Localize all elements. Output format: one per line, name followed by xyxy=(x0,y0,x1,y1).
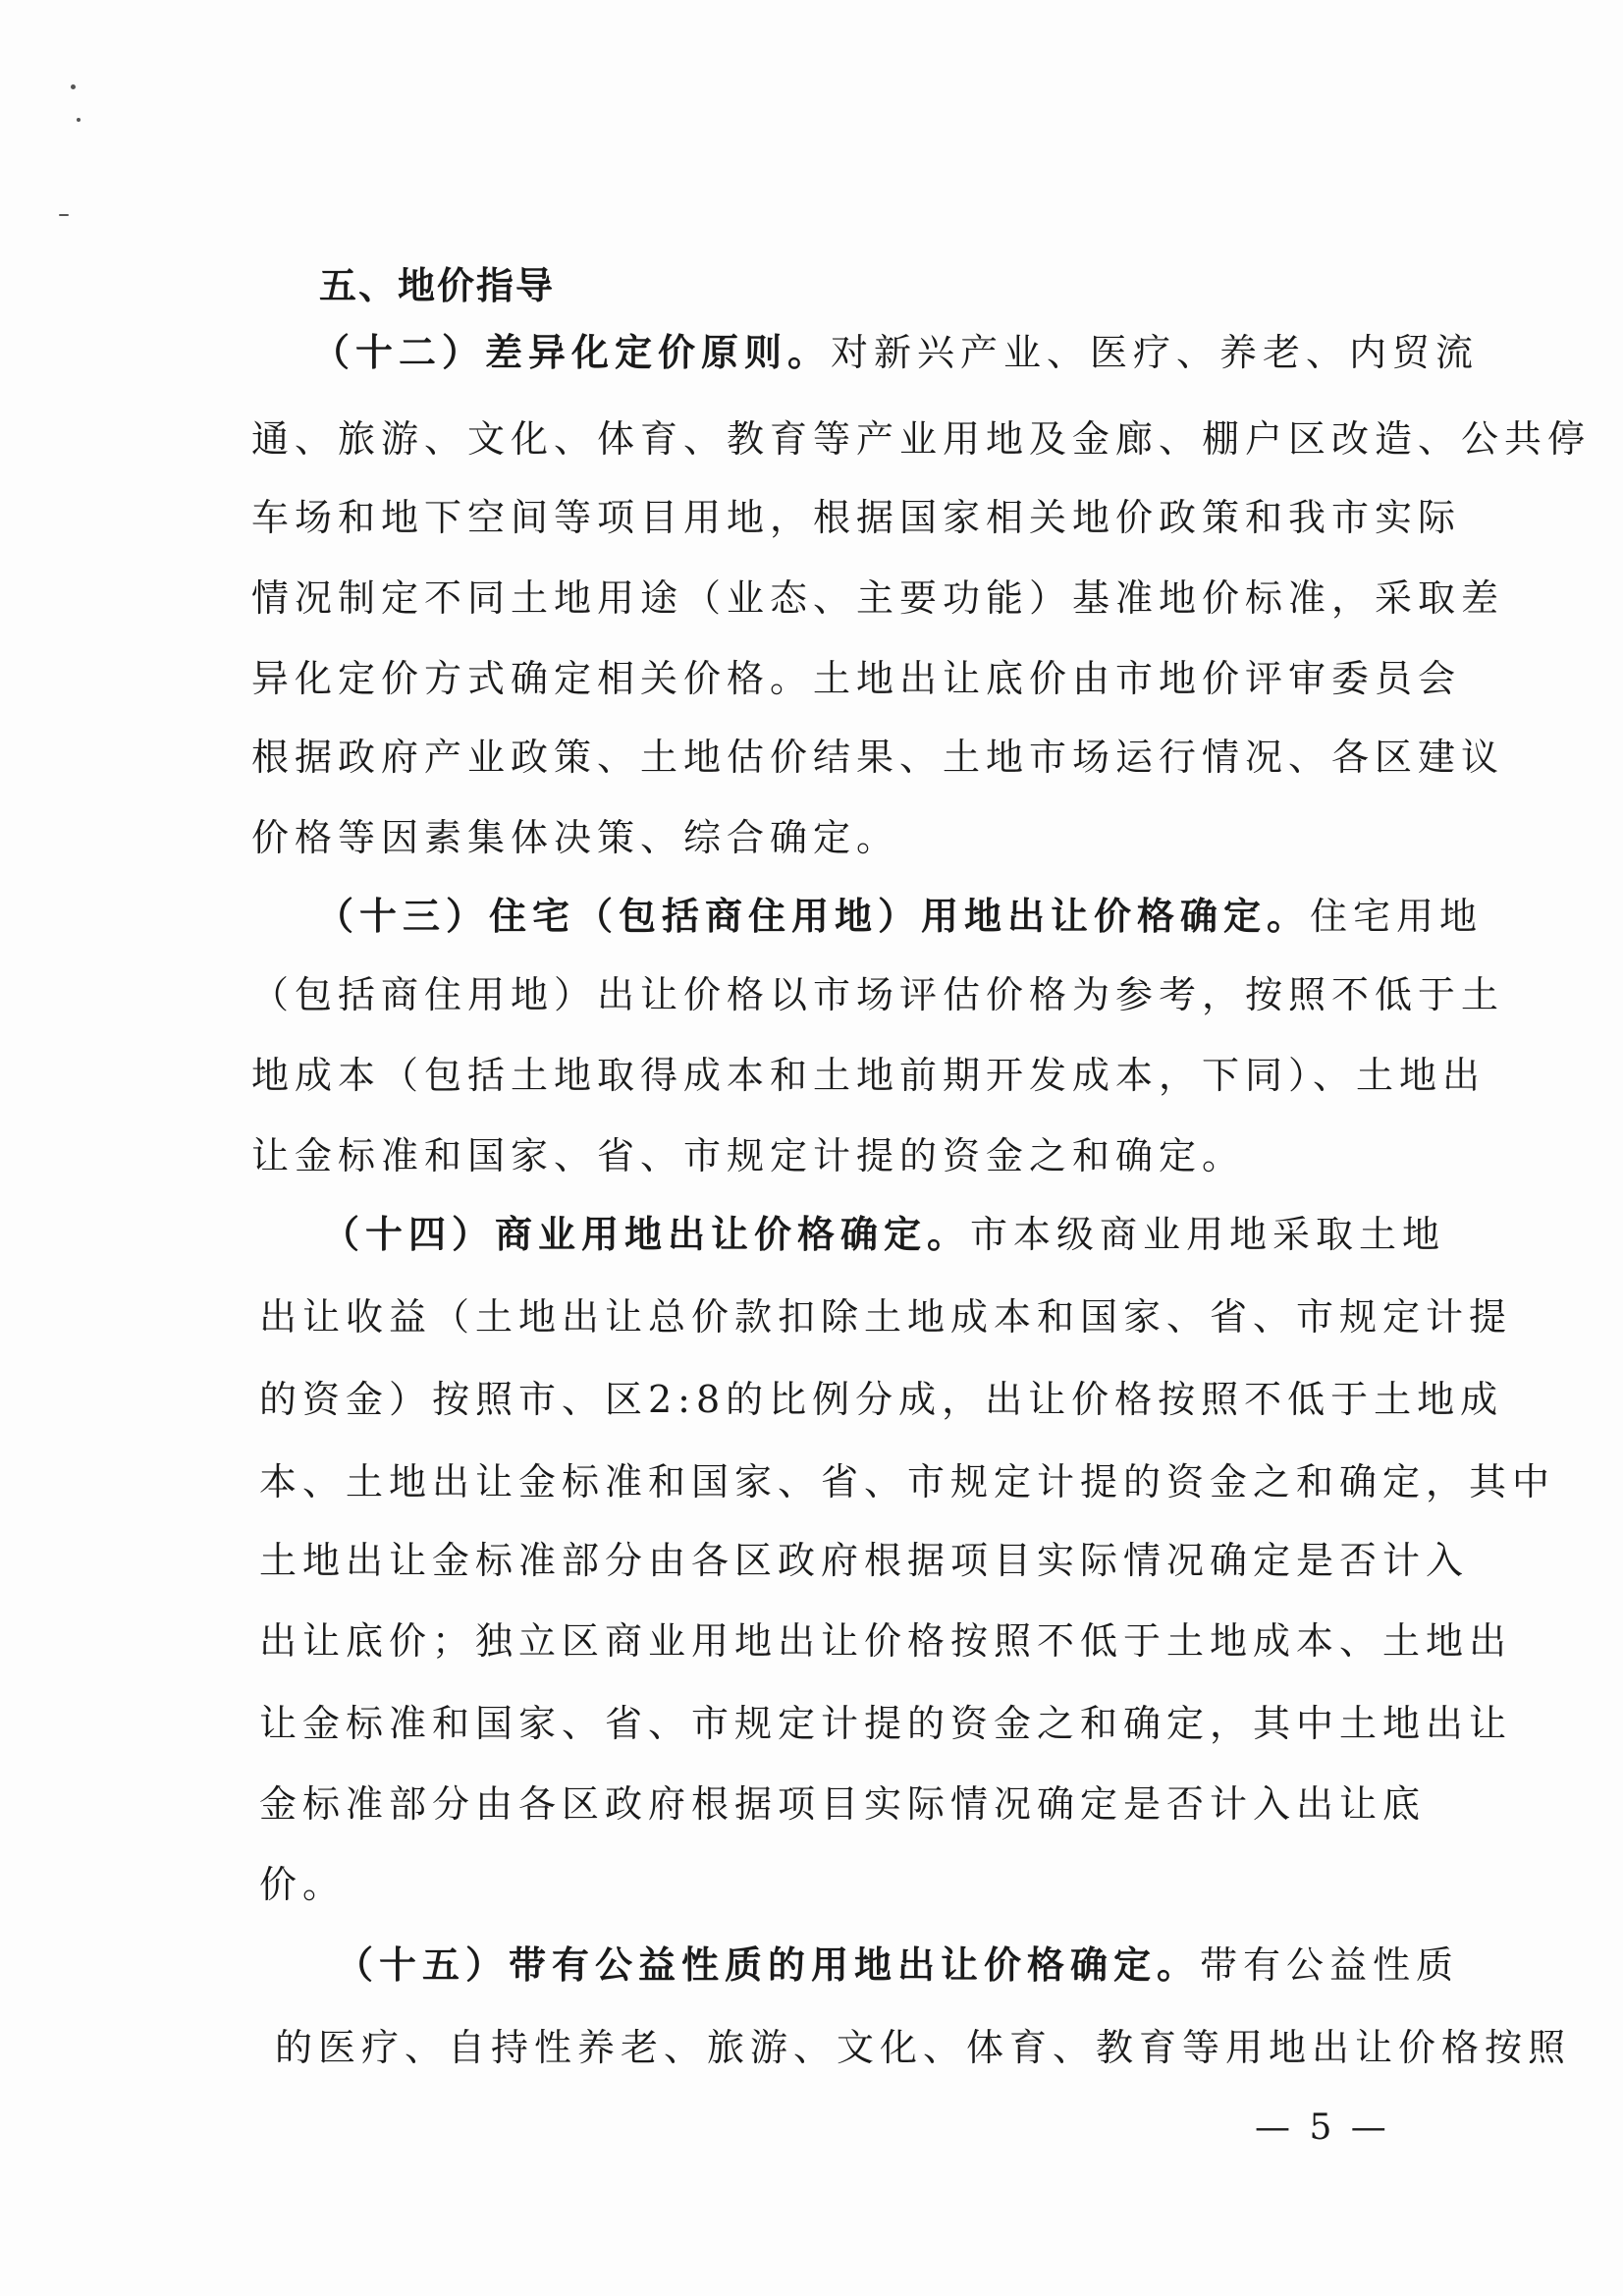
paragraph-line: 的资金）按照市、区2:8的比例分成，出让价格按照不低于土地成 xyxy=(259,1378,1504,1421)
scan-speck xyxy=(71,84,76,89)
paragraph-line: （十三）住宅（包括商住用地）用地出让价格确定。住宅用地 xyxy=(316,895,1484,938)
scan-speck xyxy=(59,214,69,216)
paragraph-line: （包括商住用地）出让价格以市场评估价格为参考，按照不低于土 xyxy=(251,973,1505,1016)
paragraph-line: 通、旅游、文化、体育、教育等产业用地及金廊、棚户区改造、公共停 xyxy=(251,417,1592,461)
paragraph-line: 金标准部分由各区政府根据项目实际情况确定是否计入出让底 xyxy=(259,1782,1427,1826)
paragraph-line: 价格等因素集体决策、综合确定。 xyxy=(251,816,900,859)
paragraph-line: 根据政府产业政策、土地估价结果、土地市场运行情况、各区建议 xyxy=(251,736,1505,779)
paragraph-line: 本、土地出让金标准和国家、省、市规定计提的资金之和确定，其中 xyxy=(259,1460,1556,1503)
paragraph-line: 的医疗、自持性养老、旅游、文化、体育、教育等用地出让价格按照 xyxy=(275,2026,1572,2069)
scan-speck xyxy=(77,118,81,122)
paragraph-line: 出让收益（土地出让总价款扣除土地成本和国家、省、市规定计提 xyxy=(259,1295,1513,1339)
paragraph-heading: （十四）商业用地出让价格确定。 xyxy=(322,1213,971,1256)
paragraph-line: 让金标准和国家、省、市规定计提的资金之和确定，其中土地出让 xyxy=(259,1702,1513,1745)
page-number: — 5 — xyxy=(1255,2107,1390,2148)
paragraph-line: 车场和地下空间等项目用地，根据国家相关地价政策和我市实际 xyxy=(251,496,1462,539)
paragraph-line: 让金标准和国家、省、市规定计提的资金之和确定。 xyxy=(251,1134,1246,1177)
paragraph-line: 出让底价；独立区商业用地出让价格按照不低于土地成本、土地出 xyxy=(259,1619,1513,1663)
paragraph-line: 土地出让金标准部分由各区政府根据项目实际情况确定是否计入 xyxy=(259,1539,1470,1582)
paragraph-line: 地成本（包括土地取得成本和土地前期开发成本，下同）、土地出 xyxy=(251,1054,1487,1097)
paragraph-line: 价。 xyxy=(259,1863,347,1906)
paragraph-heading: （十三）住宅（包括商住用地）用地出让价格确定。 xyxy=(316,895,1311,938)
paragraph-line: （十五）带有公益性质的用地出让价格确定。带有公益性质 xyxy=(336,1943,1460,1987)
paragraph-line: （十二）差异化定价原则。对新兴产业、医疗、养老、内贸流 xyxy=(312,331,1480,374)
section-heading: 五、地价指导 xyxy=(319,264,556,307)
paragraph-heading: （十五）带有公益性质的用地出让价格确定。 xyxy=(336,1943,1201,1987)
paragraph-line: 异化定价方式确定相关价格。土地出让底价由市地价评审委员会 xyxy=(251,657,1462,700)
paragraph-line: 情况制定不同土地用途（业态、主要功能）基准地价标准，采取差 xyxy=(251,576,1505,620)
paragraph-heading: （十二）差异化定价原则。 xyxy=(312,331,832,374)
paragraph-line: （十四）商业用地出让价格确定。市本级商业用地采取土地 xyxy=(322,1213,1446,1256)
